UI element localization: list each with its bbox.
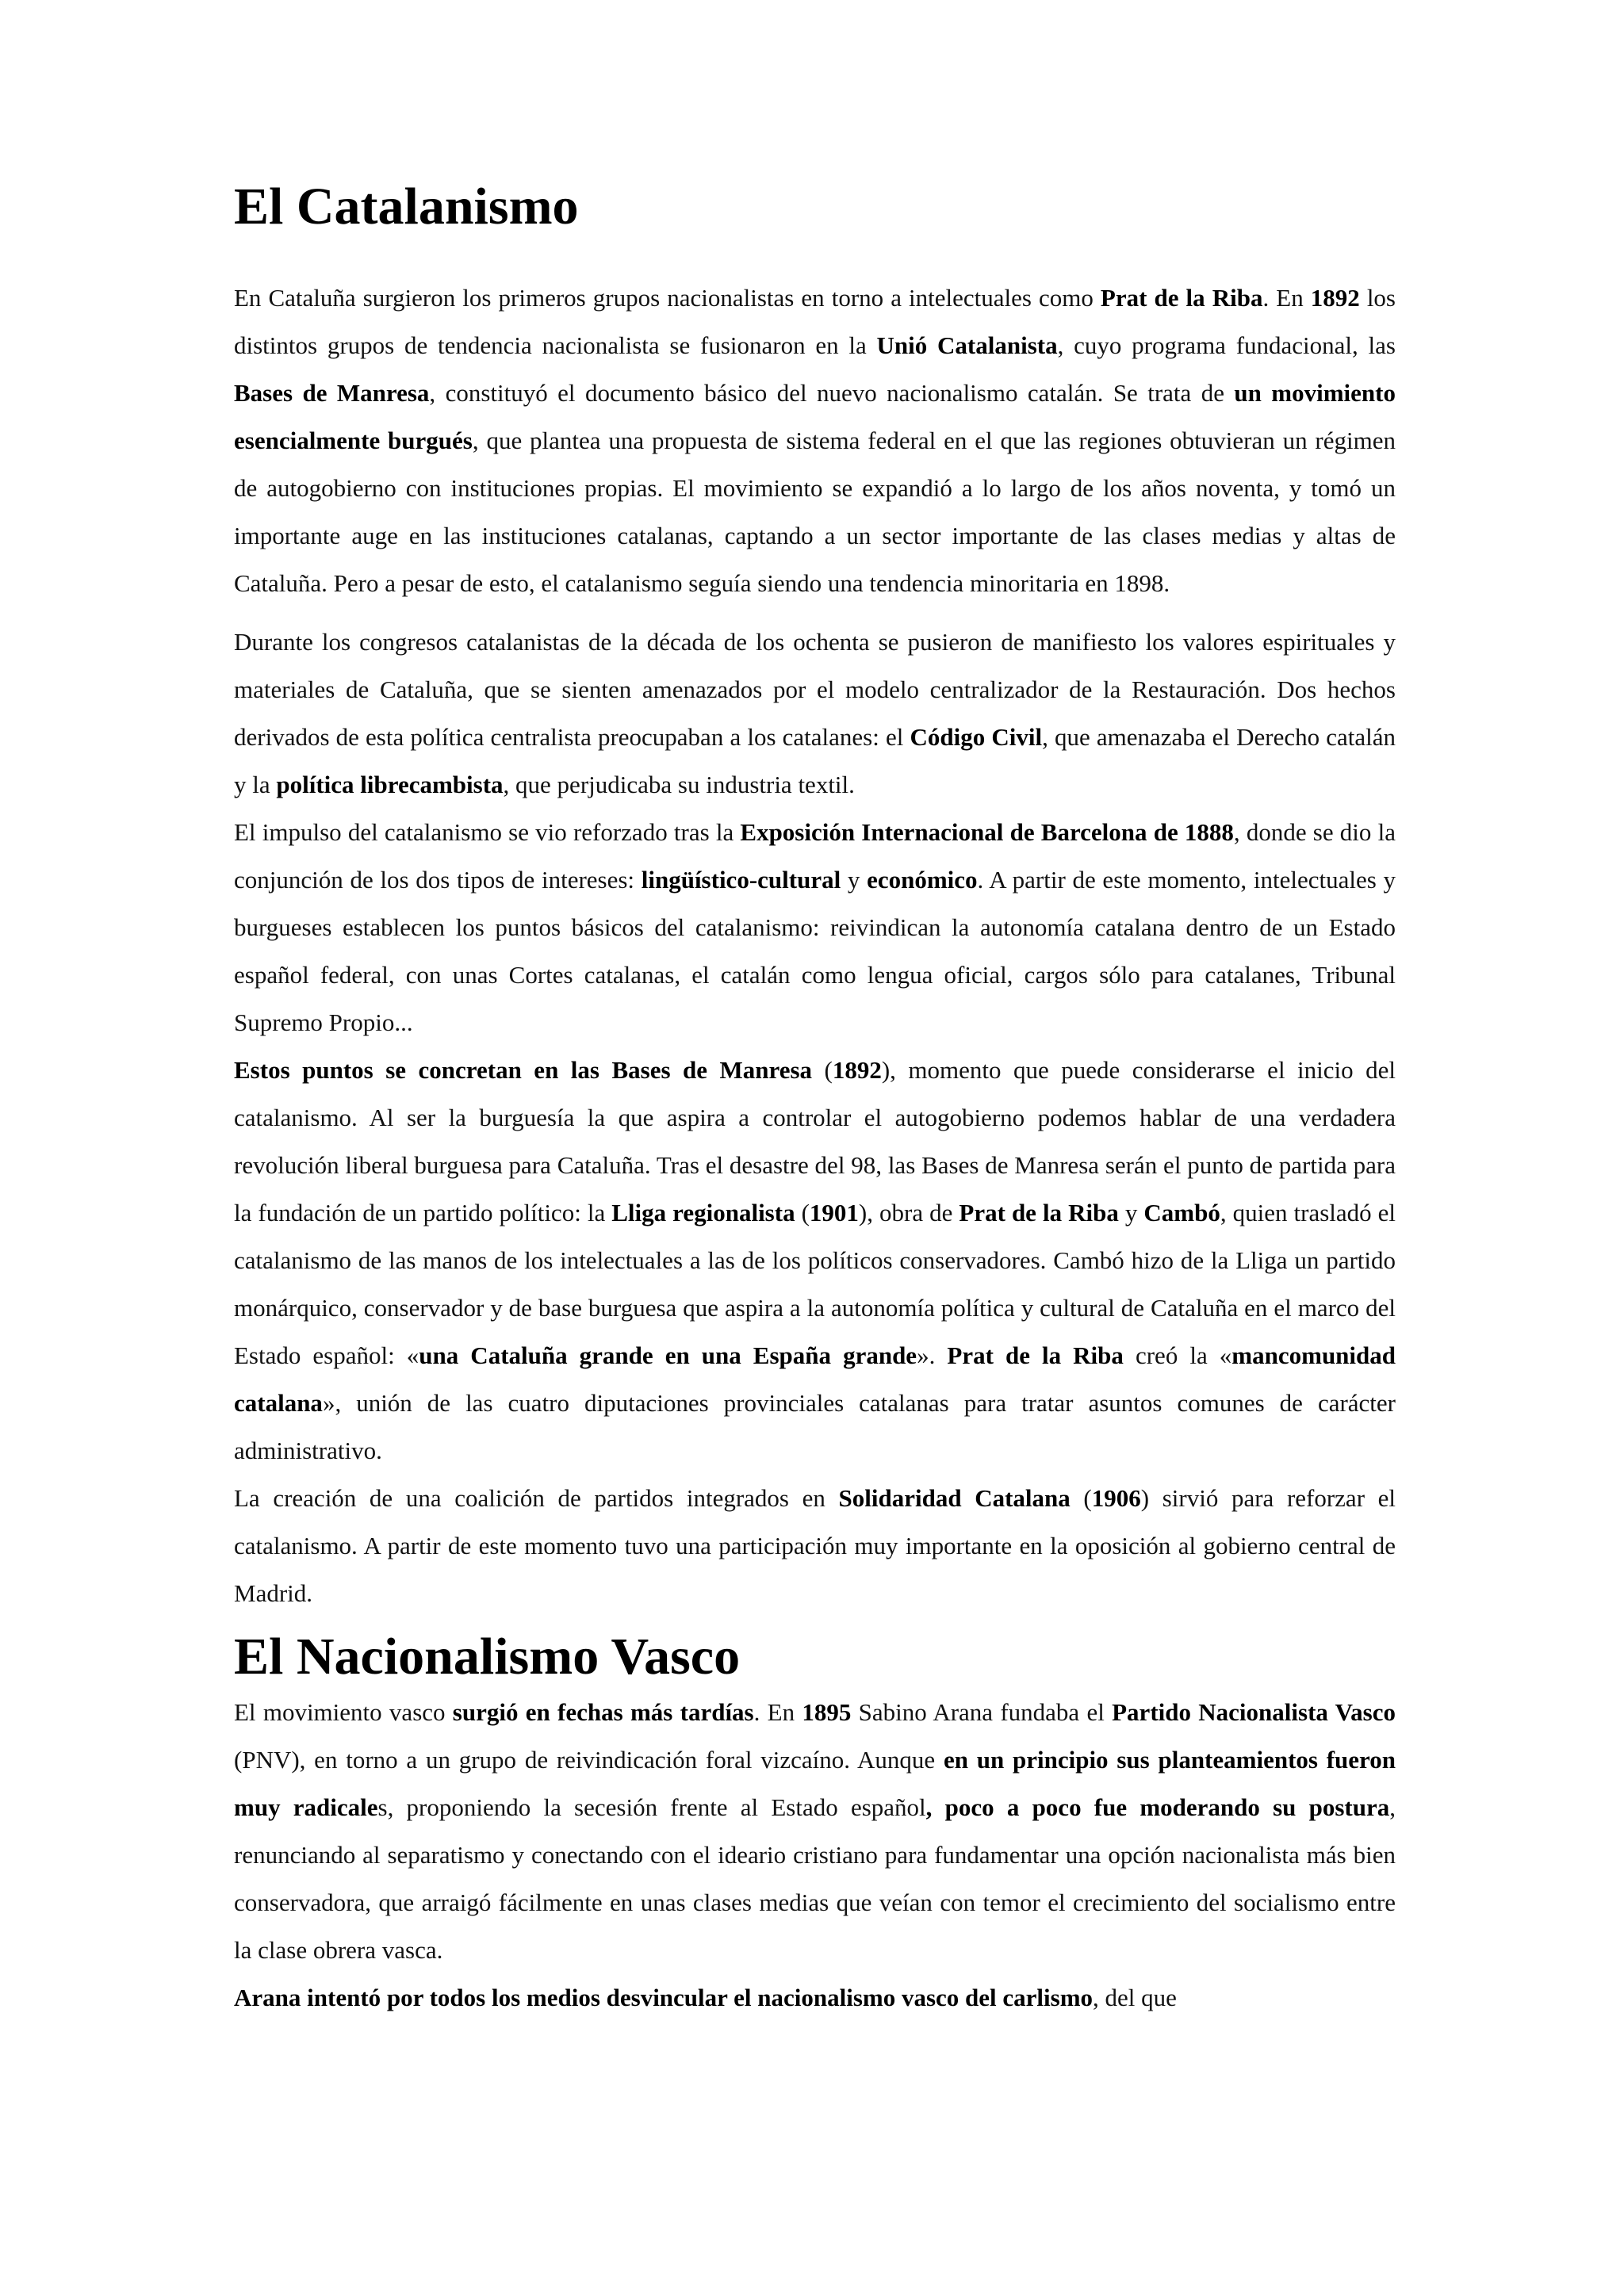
text-run: . En (1262, 283, 1311, 312)
text-run: , donde se dio la conjunción de los dos tipos de intereses: (234, 817, 1396, 894)
paragraph (234, 1689, 1396, 1974)
paragraph (234, 1475, 1396, 1617)
text-run: ), obra de (858, 1198, 959, 1226)
bold-text: 1906 (1091, 1483, 1141, 1512)
paragraph (234, 809, 1396, 1047)
paragraph (234, 618, 1396, 809)
text-run: En Cataluña surgieron los primeros grupos nacionalistas en torno a intelectuales como (234, 283, 1101, 312)
text-run: los distintos grupos de tendencia nacionalista se fusionaron en la (234, 283, 1396, 359)
text-run: , que perjudicaba su industria textil. (503, 770, 855, 798)
text-run: , quien trasladó el catalanismo de las manos de los intelectuales a las de los políticos conservadores. Cambó hizo de la Lliga un partido monárquico, conservador y de base burguesa que aspira a la autonomía política y cultural de Cataluña en el marco del Estado español: « (234, 1198, 1396, 1369)
text-run: y (841, 865, 868, 894)
bold-text: Prat de la Riba (947, 1341, 1124, 1369)
bold-text: en un principio sus planteamientos fueron muy radicale (234, 1746, 1396, 1822)
text-run: Durante los congresos catalanistas de la década de los ochenta se pusieron de manifiesto los valores espirituales y materiales de Cataluña, que se sienten amenazados por el modelo centralizador de la Restauración. Dos hechos derivados de esta política centralista preocupaban a los catalanes: el (234, 627, 1396, 751)
text-run: Sabino Arana fundaba el (851, 1698, 1113, 1727)
paragraph (234, 1974, 1396, 2022)
document-page (234, 178, 1396, 2022)
bold-text: surgió en fechas más tardías (452, 1698, 754, 1727)
bold-text: Prat de la Riba (1100, 283, 1263, 312)
text-run: , del que (1093, 1984, 1177, 2012)
bold-text: 1901 (809, 1198, 859, 1226)
bold-text: económico (867, 865, 978, 894)
bold-text: mancomunidad catalana (234, 1341, 1396, 1417)
text-run: ». (917, 1341, 948, 1369)
text-run: , que plantea una propuesta de sistema federal en el que las regiones obtuvieran un régimen de autogobierno con instituciones propias. El movimiento se expandió a lo largo de los años noventa, y tomó un importante auge en las instituciones catalanas, captando a un sector importante de las clases medias y altas de Cataluña. Pero a pesar de esto, el catalanismo seguía siendo una tendencia minoritaria en 1898. (234, 426, 1396, 597)
text-run: ( (1070, 1483, 1092, 1512)
bold-text: Exposición Internacional de Barcelona de 1888 (740, 817, 1234, 846)
text-run: s, proponiendo la secesión frente al Estado español (377, 1793, 926, 1822)
bold-text: una Cataluña grande en una España grande (419, 1341, 917, 1369)
text-run: (PNV), en torno a un grupo de reivindicación foral vizcaíno. Aunque (234, 1746, 944, 1774)
bold-text: Unió Catalanista (876, 331, 1058, 359)
text-run: ( (812, 1055, 833, 1084)
section-title-catalanismo: El Catalanismo (234, 178, 579, 235)
bold-text: Lliga regionalista (611, 1198, 795, 1226)
paragraph (234, 1047, 1396, 1475)
bold-text: política librecambista (276, 770, 504, 798)
text-run: creó la « (1123, 1341, 1232, 1369)
bold-text: un movimiento esencialmente burgués (234, 378, 1396, 454)
section-title-nacionalismo-vasco: El Nacionalismo Vasco (234, 1627, 741, 1686)
bold-text: 1892 (1310, 283, 1360, 312)
text-run: La creación de una coalición de partidos integrados en (234, 1483, 839, 1512)
text-run: ( (795, 1198, 810, 1226)
text-run: ), momento que puede considerarse el inicio del catalanismo. Al ser la burguesía la que aspira a controlar el autogobierno podemos hablar de una verdadera revolución liberal burguesa para Cataluña. Tras el desastre del 98, las Bases de Manresa serán el punto de partida para la fundación de un partido político: la (234, 1055, 1396, 1226)
text-run: », unión de las cuatro diputaciones provinciales catalanas para tratar asuntos comunes de carácter administrativo. (234, 1388, 1396, 1464)
bold-text: Cambó (1143, 1198, 1220, 1226)
paragraph (234, 274, 1396, 607)
text-run: , cuyo programa fundacional, las (1057, 331, 1396, 359)
bold-text: , poco a poco fue moderando su postura (925, 1793, 1390, 1822)
bold-text: Prat de la Riba (959, 1198, 1119, 1226)
text-run: , constituyó el documento básico del nuevo nacionalismo catalán. Se trata de (429, 378, 1235, 407)
bold-text: Partido Nacionalista Vasco (1112, 1698, 1396, 1727)
bold-text: 1892 (832, 1055, 882, 1084)
text-run: . A partir de este momento, intelectuales y burgueses establecen los puntos básicos del catalanismo: reivindican la autonomía catalana dentro de un Estado español federal, con unas Cortes catalanas, el catalán como lengua oficial, cargos sólo para catalanes, Tribunal Supremo Propio... (234, 865, 1396, 1036)
text-run: , que amenazaba el Derecho catalán y la (234, 722, 1396, 798)
text-run: El movimiento vasco (234, 1698, 453, 1727)
text-run: y (1118, 1198, 1144, 1226)
bold-text: lingüístico-cultural (641, 865, 841, 894)
bold-text: Código Civil (910, 722, 1043, 751)
text-run: . En (753, 1698, 802, 1727)
bold-text: Estos puntos se concretan en las Bases de Manresa (234, 1055, 813, 1084)
bold-text: Solidaridad Catalana (838, 1483, 1071, 1512)
text-run: ) sirvió para reforzar el catalanismo. A partir de este momento tuvo una participación muy importante en la oposición al gobierno central de Madrid. (234, 1483, 1396, 1607)
bold-text: 1895 (802, 1698, 852, 1727)
text-run: El impulso del catalanismo se vio reforzado tras la (234, 817, 741, 846)
bold-text: Arana intentó por todos los medios desvincular el nacionalismo vasco del carlismo (234, 1984, 1094, 2012)
text-run: , renunciando al separatismo y conectando con el ideario cristiano para fundamentar una opción nacionalista más bien conservadora, que arraigó fácilmente en unas clases medias que veían con temor el crecimiento del socialismo entre la clase obrera vasca. (234, 1793, 1396, 1965)
bold-text: Bases de Manresa (234, 378, 430, 407)
